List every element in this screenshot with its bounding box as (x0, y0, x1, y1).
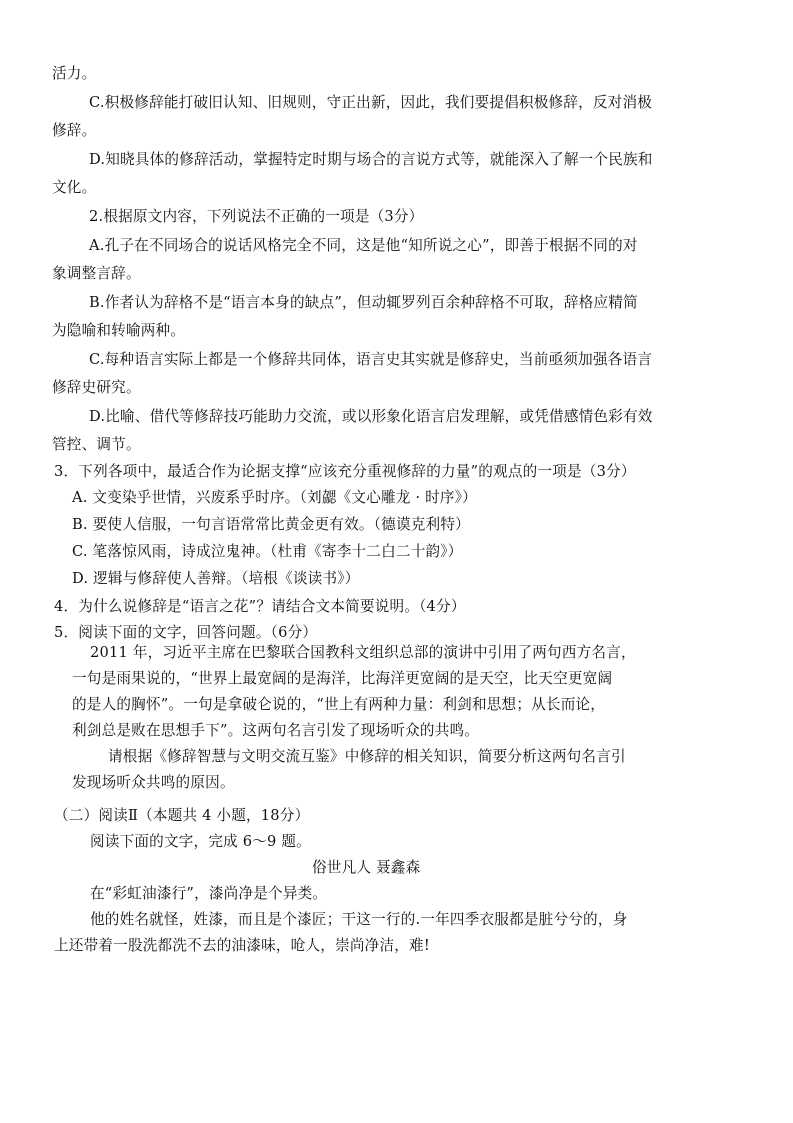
question-3-stem: 3．下列各项中，最适合作为论据支撑“应该充分重视修辞的力量”的观点的一项是（3分） (54, 463, 636, 480)
q3-option-d: D. 逻辑与修辞使人善辩。（培根《谈读书》） (72, 570, 360, 587)
q2-option-b-line2: 为隐喻和转喻两种。 (52, 322, 186, 339)
option-d-line2: 文化。 (52, 179, 97, 196)
question-4-stem: 4．为什么说修辞是“语言之花”？请结合文本简要说明。（4分） (54, 598, 466, 615)
q2-option-b-line1: B.作者认为辞格不是“语言本身的缺点”，但动辄罗列百余种辞格不可取，辞格应精简 (89, 294, 638, 311)
question-5-stem: 5．阅读下面的文字，回答问题。（6分） (54, 624, 318, 641)
q2-option-d-line2: 管控、调节。 (52, 436, 141, 453)
q3-option-c: C. 笔落惊风雨，诗成泣鬼神。（杜甫《寄李十二白二十韵》） (72, 543, 463, 560)
q5-passage-line3: 的是人的胸怀”。一句是拿破仑说的，“世上有两种力量：利剑和思想；从长而论， (72, 696, 606, 713)
q3-option-a: A. 文变染乎世情，兴废系乎时序。（刘勰《文心雕龙 · 时序》） (72, 489, 477, 506)
q2-option-d-line1: D.比喻、借代等修辞技巧能助力交流，或以形象化语言启发理解，或凭借感情色彩有效 (89, 408, 653, 425)
q5-passage-line2: 一句是雨果说的，“世界上最宽阔的是海洋，比海洋更宽阔的是天空，比天空更宽阔 (72, 670, 613, 687)
section-instruction: 阅读下面的文字，完成 6～9 题。 (90, 833, 311, 850)
q3-option-b: B. 要使人信服，一句言语常常比黄金更有效。（德谟克利特） (72, 516, 470, 533)
text-line: 活力。 (52, 65, 97, 82)
q2-option-a-line2: 象调整言辞。 (52, 265, 141, 282)
option-c-line1: C.积极修辞能打破旧认知、旧规则，守正出新，因此，我们要提倡积极修辞，反对消极 (89, 94, 653, 111)
q2-option-a-line1: A.孔子在不同场合的说话风格完全不同，这是他“知所说之心”，即善于根据不同的对 (89, 237, 638, 254)
q5-passage-line4: 利剑总是败在思想手下”。这两句名言引发了现场听众的共鸣。 (72, 722, 480, 739)
q5-passage-line1: 2011 年，习近平主席在巴黎联合国教科文组织总部的演讲中引用了两句西方名言， (90, 644, 636, 661)
option-d-line1: D.知晓具体的修辞活动，掌握特定时期与场合的言说方式等，就能深入了解一个民族和 (89, 151, 653, 168)
question-2-stem: 2.根据原文内容，下列说法不正确的一项是（3分） (89, 208, 424, 225)
q5-prompt-line2: 发现场听众共鸣的原因。 (72, 774, 235, 791)
story-line3: 上还带着一股洗都洗不去的油漆味，呛人，崇尚净洁，难! (54, 937, 430, 954)
q5-prompt-line1: 请根据《修辞智慧与文明交流互鉴》中修辞的相关知识，简要分析这两句名言引 (108, 748, 626, 765)
q2-option-c-line2: 修辞史研究。 (52, 379, 141, 396)
story-line1: 在“彩虹油漆行”，漆尚净是个异类。 (90, 885, 328, 902)
q2-option-c-line1: C.每种语言实际上都是一个修辞共同体，语言史其实就是修辞史，当前亟须加强各语言 (89, 351, 653, 368)
story-title: 俗世凡人 聂鑫森 (312, 859, 421, 876)
option-c-line2: 修辞。 (52, 122, 97, 139)
section-heading: （二）阅读Ⅱ（本题共 4 小题，18分） (54, 807, 310, 824)
story-line2: 他的姓名就怪，姓漆，而且是个漆匠；干这一行的.一年四季衣服都是脏兮兮的，身 (90, 911, 628, 928)
